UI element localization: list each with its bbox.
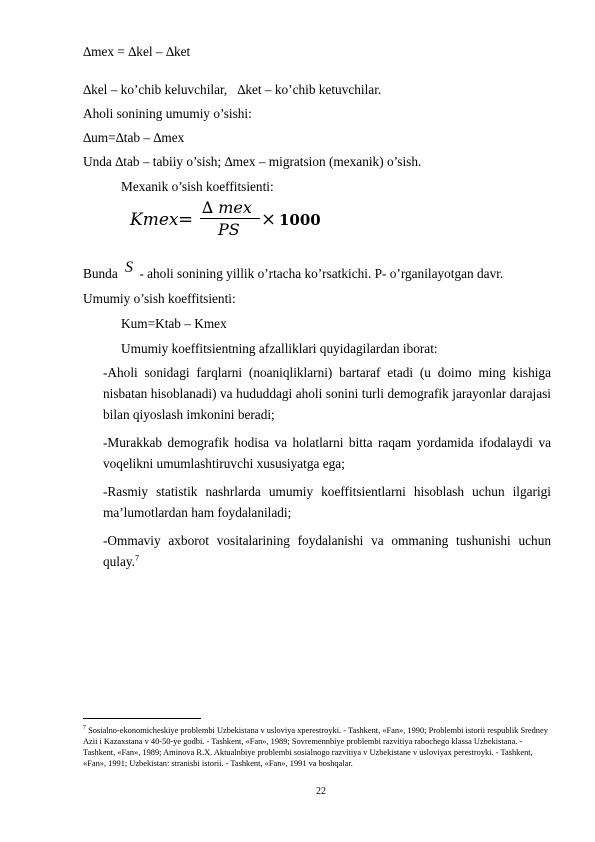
bunda-line	[83, 259, 504, 282]
line-mexanik-heading: Mexanik o’sish koeffitsienti:	[121, 179, 274, 194]
line-growth-heading: Aholi sonining umumiy o’sishi:	[83, 106, 252, 121]
paragraph-1: -Aholi sonidagi farqlarni (noaniqliklarni) bartaraf etadi (u doimo ming kishiga nisbatan hisoblanadi) va hududdagi aholi sonini turli demografik jarayonlar darajasi bilan qiyoslash imkonini beradi;	[103, 365, 551, 423]
formula-numerator: ∆ mex	[202, 198, 252, 217]
fraction-bar	[200, 218, 260, 219]
line-delta-um: ∆um=∆tab – ∆mex	[83, 130, 185, 145]
line-kel-ket: ∆kel – ko’chib keluvchilar, ∆ket – ko’chib ketuvchilar.	[83, 82, 382, 97]
footnote-text: Sosialno-ekonomicheskiye problembi Uzbekistana v usloviya xperestroyki. - Tashkent, «Fan», 1990; Problembi istorii respublik Sredney Azii i Kazaxstana v 40-50-ye godbi. - Tashkent, «Fan», 1989; Sovremennbiye problembi razvitiya rabochego klassa Uzbekistana. - Tashkent, «Fan», 1989; Aminova R.X. Aktualnbiye problembi sosialnogo razvitiya v Uzbekistane v usloviyax perestroyki. - Tashkent, «Fan», 1991; Uzbekistan: stranisbi istorii. - Tashkent, «Fan», 1991 va boshqalar.	[83, 726, 548, 768]
line-afzalliklar: Umumiy koeffitsientning afzalliklari quyidagilardan iborat:	[121, 341, 438, 356]
kmex-formula	[130, 196, 360, 246]
footnote	[83, 725, 553, 769]
symbol-s: S	[125, 259, 134, 276]
page-number: 22	[316, 786, 326, 797]
line-umumiy-heading: Umumiy o’sish koeffitsienti:	[83, 291, 236, 306]
formula-equals: =	[178, 209, 194, 230]
paragraph-4-text: -Ommaviy axborot vositalarining foydalanishi va ommaning tushunishi uchun qulay.	[103, 533, 551, 570]
formula-factor: 1000	[279, 211, 321, 229]
footnote-separator	[83, 718, 201, 719]
paragraph-3: -Rasmiy statistik nashrlarda umumiy koeffitsientlarni hisoblash uchun ilgarigi ma’lumotlardan ham foydalaniladi;	[103, 484, 551, 521]
formula-lhs: Kmex	[130, 210, 179, 230]
formula-times: ×	[261, 209, 277, 230]
line-delta-mex: ∆mex = ∆kel – ∆ket	[83, 44, 191, 59]
footnote-number: 7	[83, 725, 86, 732]
paragraph-2: -Murakkab demografik hodisa va holatlarni bitta raqam yordamida ifodalaydi va voqelikni umumlashtiruvchi xususiyatga ega;	[103, 435, 551, 472]
footnote-reference: 7	[135, 553, 140, 563]
formula-denominator: PS	[218, 220, 240, 239]
paragraph-4	[103, 530, 551, 572]
bunda-text: - aholi sonining yillik o’rtacha ko’rsatkichi. P- o’rganilayotgan davr.	[136, 266, 504, 281]
bunda-prefix: Bunda	[83, 266, 118, 281]
line-kum: Kum=Ktab – Kmex	[121, 316, 227, 331]
line-unda: Unda ∆tab – tabiiy o’sish; ∆mex – migratsion (mexanik) o’sish.	[83, 154, 422, 169]
